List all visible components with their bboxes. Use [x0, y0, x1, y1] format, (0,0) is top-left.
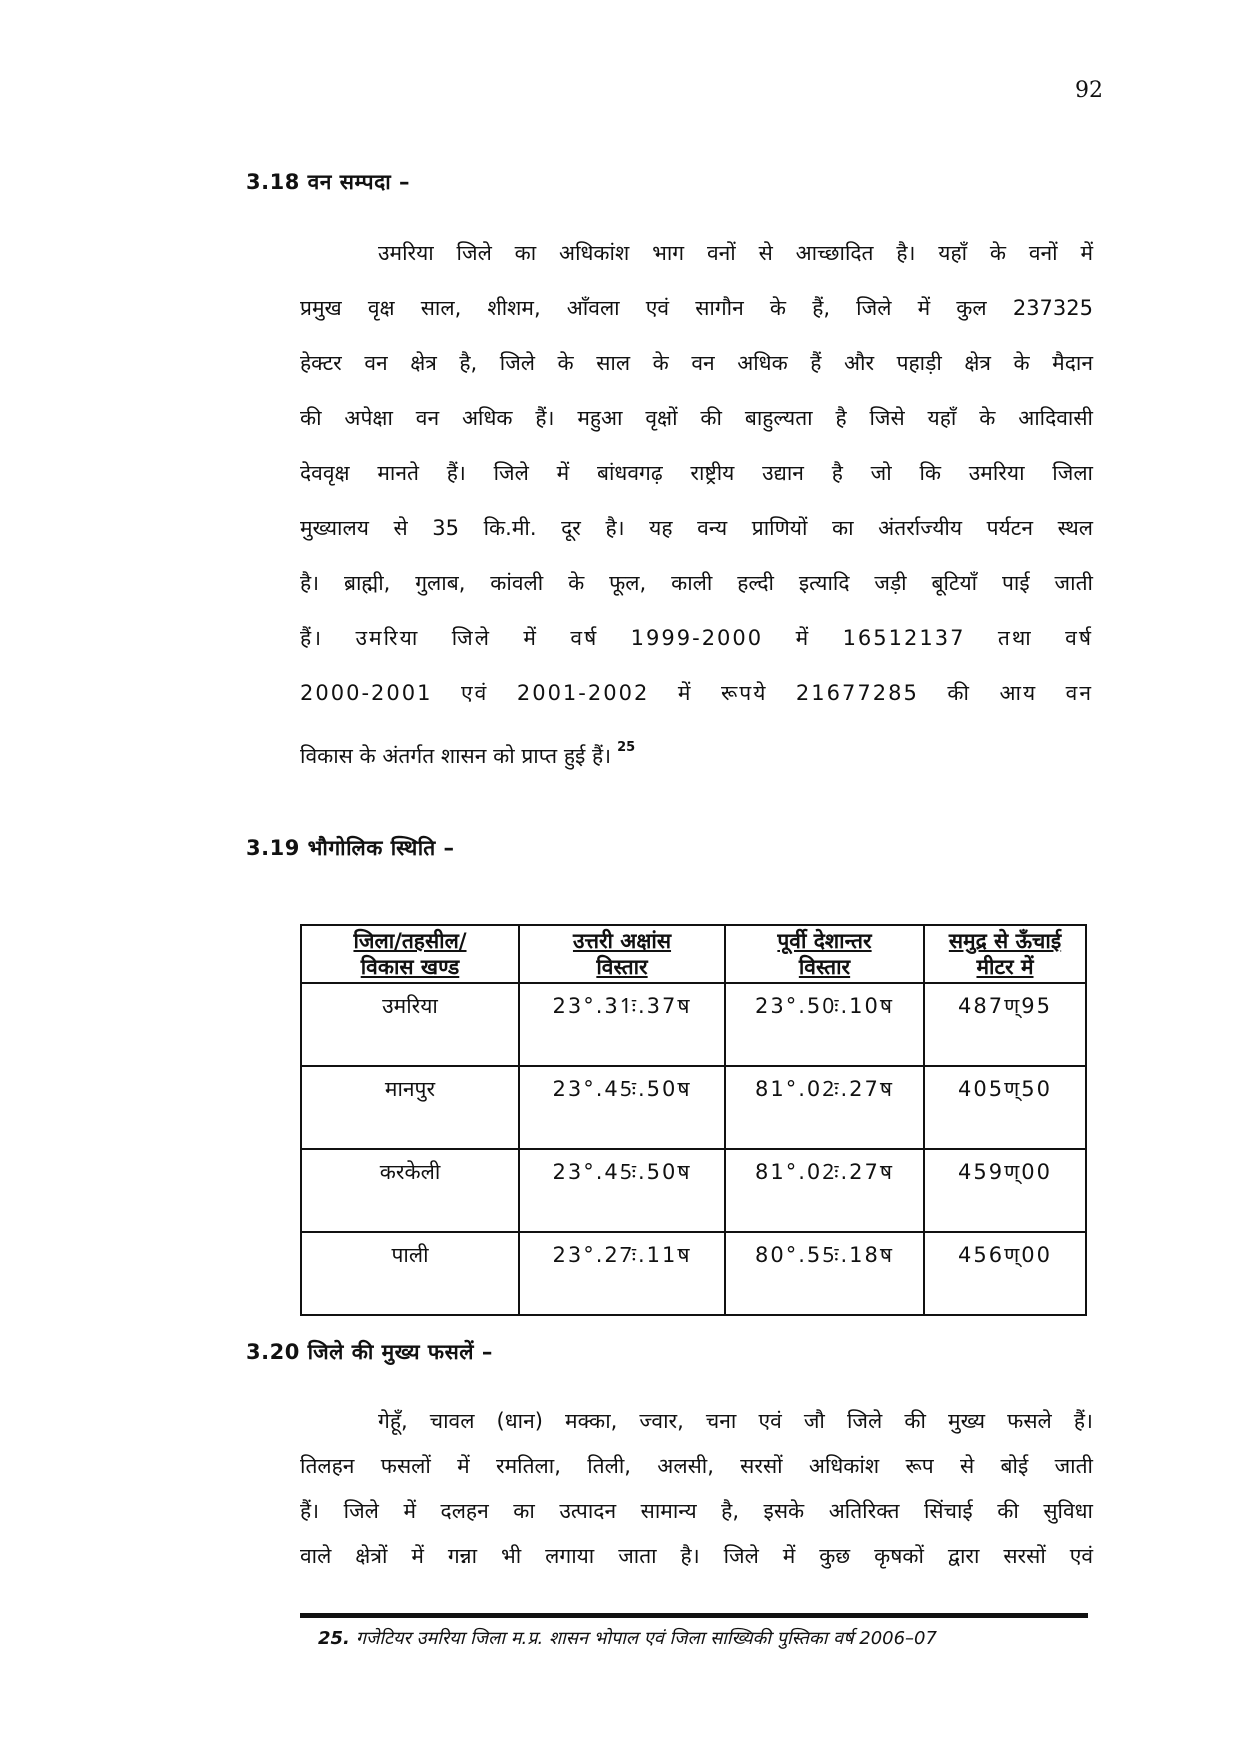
column-header: पूर्वी देशान्तर विस्तार [725, 925, 924, 983]
table-cell: 456ण्00 [924, 1232, 1086, 1315]
paragraph-line: देववृक्ष मानते हैं। जिले में बांधवगढ़ राष्ट्रीय उद्यान है जो कि उमरिया जिला [300, 461, 1093, 485]
footnote-divider [300, 1613, 1088, 1618]
paragraph-line: मुख्यालय से 35 कि.मी. दूर है। यह वन्य प्राणियों का अंतर्राज्यीय पर्यटन स्थल [300, 516, 1093, 540]
footnote-text: गजेटियर उमरिया जिला म.प्र. शासन भोपाल एवं जिला साख्यिकी पुस्तिका वर्ष 2006–07 [355, 1628, 937, 1649]
footnote-reference: 25 [617, 740, 636, 755]
table-row [301, 1149, 1086, 1232]
table-cell: 23°.27ः.11ष [519, 1232, 725, 1315]
paragraph-forest-resources [300, 236, 1093, 786]
table-cell: उमरिया [301, 983, 519, 1066]
geography-table [300, 924, 1087, 1316]
table-cell: मानपुर [301, 1066, 519, 1149]
section-heading-3-19: 3.19 भौगोलिक स्थिति – [246, 836, 455, 860]
table-cell: 80°.55ः.18ष [725, 1232, 924, 1315]
column-header: उत्तरी अक्षांस विस्तार [519, 925, 725, 983]
table-header-row [301, 925, 1086, 983]
table-cell: 81°.02ः.27ष [725, 1149, 924, 1232]
table-row [301, 1232, 1086, 1315]
paragraph-line-last [300, 731, 1093, 786]
section-heading-3-20: 3.20 जिले की मुख्य फसलें – [246, 1340, 493, 1364]
table-cell: 23°.45ः.50ष [519, 1149, 725, 1232]
table-cell: 23°.45ः.50ष [519, 1066, 725, 1149]
table-cell: 487ण्95 [924, 983, 1086, 1066]
paragraph-line: प्रमुख वृक्ष साल, शीशम, आँवला एवं सागौन के हैं, जिले में कुल 237325 [300, 296, 1093, 320]
paragraph-main-crops [300, 1404, 1093, 1584]
page-number: 92 [1075, 78, 1103, 103]
paragraph-line-text: विकास के अंतर्गत शासन को प्राप्त हुई हैं। [300, 744, 612, 768]
paragraph-line: उमरिया जिले का अधिकांश भाग वनों से आच्छादित है। यहाँ के वनों में [378, 241, 1093, 265]
section-heading-3-18: 3.18 वन सम्पदा – [246, 170, 410, 194]
paragraph-line: की अपेक्षा वन अधिक हैं। महुआ वृक्षों की बाहुल्यता है जिसे यहाँ के आदिवासी [300, 406, 1093, 430]
table-cell: 459ण्00 [924, 1149, 1086, 1232]
paragraph-line: गेहूँ, चावल (धान) मक्का, ज्वार, चना एवं जौ जिले की मुख्य फसले हैं। [378, 1409, 1093, 1433]
paragraph-line: हैं। उमरिया जिले में वर्ष 1999-2000 में 16512137 तथा वर्ष [300, 626, 1093, 650]
table-cell: 81°.02ः.27ष [725, 1066, 924, 1149]
paragraph-line: तिलहन फसलों में रमतिला, तिली, अलसी, सरसों अधिकांश रूप से बोई जाती [300, 1454, 1093, 1478]
footnote [318, 1626, 937, 1650]
table-row [301, 983, 1086, 1066]
footnote-number: 25. [318, 1628, 350, 1649]
table-cell: करकेली [301, 1149, 519, 1232]
paragraph-line: हैं। जिले में दलहन का उत्पादन सामान्य है, इसके अतिरिक्त सिंचाई की सुविधा [300, 1499, 1093, 1523]
column-header: समुद्र से ऊँचाई मीटर में [924, 925, 1086, 983]
table-cell: 405ण्50 [924, 1066, 1086, 1149]
table-cell: 23°.31ः.37ष [519, 983, 725, 1066]
paragraph-line: वाले क्षेत्रों में गन्ना भी लगाया जाता है। जिले में कुछ कृषकों द्वारा सरसों एवं [300, 1544, 1093, 1568]
column-header: जिला/तहसील/ विकास खण्ड [301, 925, 519, 983]
table-row [301, 1066, 1086, 1149]
paragraph-line: है। ब्राह्मी, गुलाब, कांवली के फूल, काली हल्दी इत्यादि जड़ी बूटियाँ पाई जाती [300, 571, 1093, 595]
paragraph-line: हेक्टर वन क्षेत्र है, जिले के साल के वन अधिक हैं और पहाड़ी क्षेत्र के मैदान [300, 351, 1093, 375]
table-cell: पाली [301, 1232, 519, 1315]
table-cell: 23°.50ः.10ष [725, 983, 924, 1066]
paragraph-line: 2000-2001 एवं 2001-2002 में रूपये 21677285 की आय वन [300, 681, 1093, 705]
